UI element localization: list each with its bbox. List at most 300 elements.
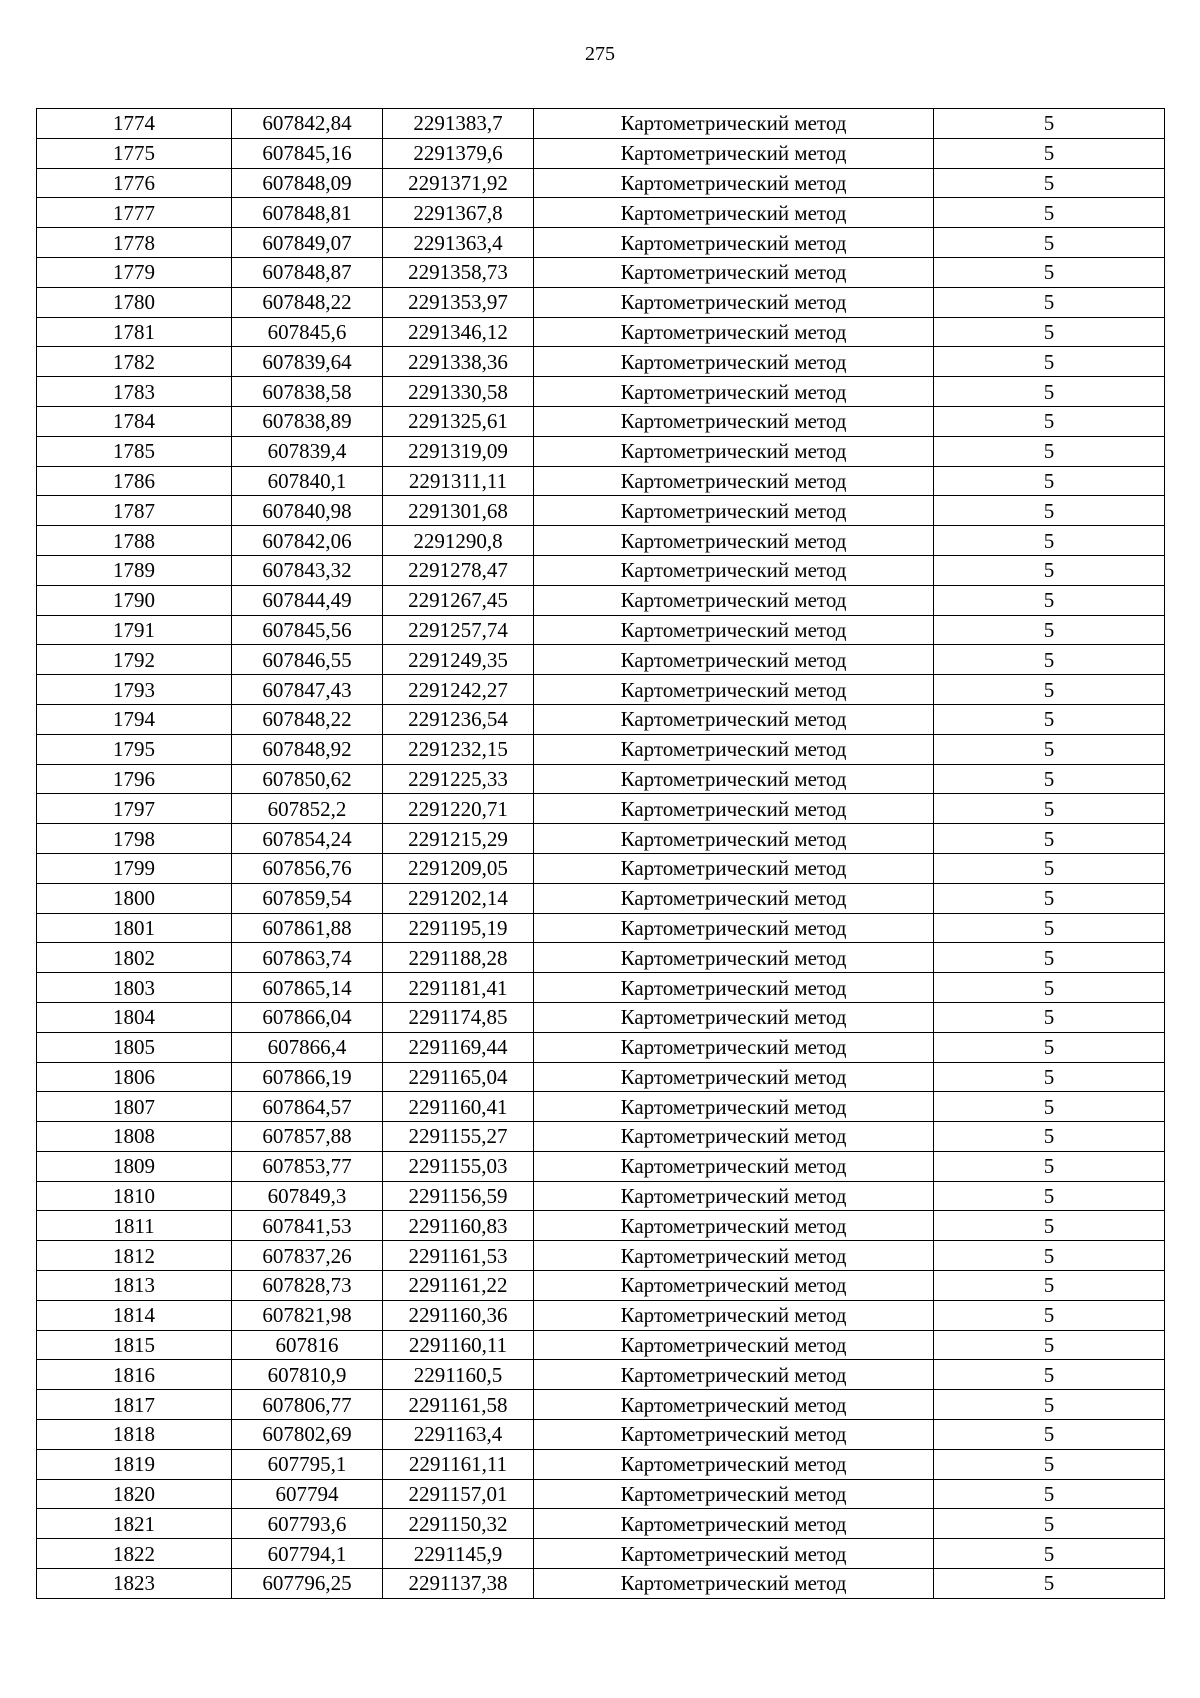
table-row [37, 943, 1165, 973]
y-coordinate-cell: 2291188,28 [383, 943, 534, 973]
point-number-cell: 1813 [37, 1271, 232, 1301]
accuracy-cell: 5 [934, 1360, 1165, 1390]
table-row [37, 406, 1165, 436]
point-number-cell: 1805 [37, 1032, 232, 1062]
y-coordinate-cell: 2291174,85 [383, 1002, 534, 1032]
y-coordinate-cell: 2291181,41 [383, 973, 534, 1003]
y-coordinate-cell: 2291161,53 [383, 1241, 534, 1271]
accuracy-cell: 5 [934, 853, 1165, 883]
accuracy-cell: 5 [934, 1002, 1165, 1032]
y-coordinate-cell: 2291137,38 [383, 1569, 534, 1599]
table-row [37, 675, 1165, 705]
method-cell: Картометрический метод [534, 1360, 934, 1390]
x-coordinate-cell: 607848,81 [232, 198, 383, 228]
table-row [37, 883, 1165, 913]
y-coordinate-cell: 2291379,6 [383, 138, 534, 168]
y-coordinate-cell: 2291160,5 [383, 1360, 534, 1390]
x-coordinate-cell: 607839,4 [232, 436, 383, 466]
x-coordinate-cell: 607845,16 [232, 138, 383, 168]
point-number-cell: 1783 [37, 377, 232, 407]
y-coordinate-cell: 2291220,71 [383, 794, 534, 824]
table-row [37, 1032, 1165, 1062]
x-coordinate-cell: 607816 [232, 1330, 383, 1360]
x-coordinate-cell: 607849,07 [232, 228, 383, 258]
accuracy-cell: 5 [934, 317, 1165, 347]
y-coordinate-cell: 2291232,15 [383, 734, 534, 764]
table-row [37, 1122, 1165, 1152]
y-coordinate-cell: 2291267,45 [383, 585, 534, 615]
accuracy-cell: 5 [934, 347, 1165, 377]
x-coordinate-cell: 607848,92 [232, 734, 383, 764]
point-number-cell: 1820 [37, 1479, 232, 1509]
point-number-cell: 1786 [37, 466, 232, 496]
method-cell: Картометрический метод [534, 1539, 934, 1569]
table-row [37, 526, 1165, 556]
accuracy-cell: 5 [934, 228, 1165, 258]
point-number-cell: 1785 [37, 436, 232, 466]
accuracy-cell: 5 [934, 109, 1165, 139]
table-row [37, 704, 1165, 734]
y-coordinate-cell: 2291160,83 [383, 1211, 534, 1241]
method-cell: Картометрический метод [534, 853, 934, 883]
x-coordinate-cell: 607837,26 [232, 1241, 383, 1271]
accuracy-cell: 5 [934, 585, 1165, 615]
x-coordinate-cell: 607849,3 [232, 1181, 383, 1211]
x-coordinate-cell: 607842,06 [232, 526, 383, 556]
accuracy-cell: 5 [934, 198, 1165, 228]
table-row [37, 1330, 1165, 1360]
x-coordinate-cell: 607865,14 [232, 973, 383, 1003]
method-cell: Картометрический метод [534, 1211, 934, 1241]
point-number-cell: 1803 [37, 973, 232, 1003]
point-number-cell: 1814 [37, 1300, 232, 1330]
table-row [37, 1002, 1165, 1032]
table-row [37, 109, 1165, 139]
y-coordinate-cell: 2291242,27 [383, 675, 534, 705]
method-cell: Картометрический метод [534, 734, 934, 764]
y-coordinate-cell: 2291160,41 [383, 1092, 534, 1122]
point-number-cell: 1774 [37, 109, 232, 139]
y-coordinate-cell: 2291195,19 [383, 913, 534, 943]
table-row [37, 347, 1165, 377]
table-row [37, 1360, 1165, 1390]
y-coordinate-cell: 2291160,36 [383, 1300, 534, 1330]
accuracy-cell: 5 [934, 138, 1165, 168]
point-number-cell: 1804 [37, 1002, 232, 1032]
y-coordinate-cell: 2291215,29 [383, 824, 534, 854]
y-coordinate-cell: 2291358,73 [383, 257, 534, 287]
method-cell: Картометрический метод [534, 1300, 934, 1330]
method-cell: Картометрический метод [534, 1509, 934, 1539]
accuracy-cell: 5 [934, 794, 1165, 824]
x-coordinate-cell: 607856,76 [232, 853, 383, 883]
method-cell: Картометрический метод [534, 168, 934, 198]
accuracy-cell: 5 [934, 168, 1165, 198]
y-coordinate-cell: 2291155,03 [383, 1151, 534, 1181]
method-cell: Картометрический метод [534, 1479, 934, 1509]
x-coordinate-cell: 607794 [232, 1479, 383, 1509]
point-number-cell: 1780 [37, 287, 232, 317]
accuracy-cell: 5 [934, 436, 1165, 466]
y-coordinate-cell: 2291161,22 [383, 1271, 534, 1301]
x-coordinate-cell: 607854,24 [232, 824, 383, 854]
table-row [37, 824, 1165, 854]
y-coordinate-cell: 2291160,11 [383, 1330, 534, 1360]
method-cell: Картометрический метод [534, 1390, 934, 1420]
x-coordinate-cell: 607864,57 [232, 1092, 383, 1122]
point-number-cell: 1801 [37, 913, 232, 943]
table-row [37, 257, 1165, 287]
coordinates-table [36, 108, 1165, 1599]
point-number-cell: 1807 [37, 1092, 232, 1122]
x-coordinate-cell: 607793,6 [232, 1509, 383, 1539]
point-number-cell: 1790 [37, 585, 232, 615]
x-coordinate-cell: 607802,69 [232, 1420, 383, 1450]
y-coordinate-cell: 2291161,11 [383, 1449, 534, 1479]
table-row [37, 377, 1165, 407]
point-number-cell: 1781 [37, 317, 232, 347]
method-cell: Картометрический метод [534, 1092, 934, 1122]
x-coordinate-cell: 607828,73 [232, 1271, 383, 1301]
table-row [37, 645, 1165, 675]
x-coordinate-cell: 607846,55 [232, 645, 383, 675]
accuracy-cell: 5 [934, 1449, 1165, 1479]
x-coordinate-cell: 607795,1 [232, 1449, 383, 1479]
y-coordinate-cell: 2291155,27 [383, 1122, 534, 1152]
method-cell: Картометрический метод [534, 466, 934, 496]
method-cell: Картометрический метод [534, 1062, 934, 1092]
method-cell: Картометрический метод [534, 406, 934, 436]
table-row [37, 436, 1165, 466]
table-row [37, 764, 1165, 794]
point-number-cell: 1818 [37, 1420, 232, 1450]
table-row [37, 138, 1165, 168]
point-number-cell: 1775 [37, 138, 232, 168]
method-cell: Картометрический метод [534, 1330, 934, 1360]
method-cell: Картометрический метод [534, 1181, 934, 1211]
accuracy-cell: 5 [934, 883, 1165, 913]
method-cell: Картометрический метод [534, 764, 934, 794]
method-cell: Картометрический метод [534, 317, 934, 347]
accuracy-cell: 5 [934, 1300, 1165, 1330]
accuracy-cell: 5 [934, 377, 1165, 407]
table-row [37, 973, 1165, 1003]
accuracy-cell: 5 [934, 615, 1165, 645]
y-coordinate-cell: 2291353,97 [383, 287, 534, 317]
point-number-cell: 1809 [37, 1151, 232, 1181]
point-number-cell: 1811 [37, 1211, 232, 1241]
table-row [37, 615, 1165, 645]
y-coordinate-cell: 2291163,4 [383, 1420, 534, 1450]
y-coordinate-cell: 2291169,44 [383, 1032, 534, 1062]
accuracy-cell: 5 [934, 734, 1165, 764]
method-cell: Картометрический метод [534, 675, 934, 705]
accuracy-cell: 5 [934, 973, 1165, 1003]
point-number-cell: 1784 [37, 406, 232, 436]
method-cell: Картометрический метод [534, 794, 934, 824]
method-cell: Картометрический метод [534, 645, 934, 675]
point-number-cell: 1779 [37, 257, 232, 287]
table-row [37, 1092, 1165, 1122]
x-coordinate-cell: 607838,89 [232, 406, 383, 436]
table-row [37, 1569, 1165, 1599]
point-number-cell: 1816 [37, 1360, 232, 1390]
table-row [37, 555, 1165, 585]
y-coordinate-cell: 2291325,61 [383, 406, 534, 436]
point-number-cell: 1776 [37, 168, 232, 198]
y-coordinate-cell: 2291371,92 [383, 168, 534, 198]
table-row [37, 1479, 1165, 1509]
method-cell: Картометрический метод [534, 257, 934, 287]
table-row [37, 1390, 1165, 1420]
table-row [37, 496, 1165, 526]
table-row [37, 168, 1165, 198]
y-coordinate-cell: 2291290,8 [383, 526, 534, 556]
method-cell: Картометрический метод [534, 913, 934, 943]
point-number-cell: 1782 [37, 347, 232, 377]
accuracy-cell: 5 [934, 1062, 1165, 1092]
method-cell: Картометрический метод [534, 615, 934, 645]
table-row [37, 198, 1165, 228]
point-number-cell: 1792 [37, 645, 232, 675]
y-coordinate-cell: 2291202,14 [383, 883, 534, 913]
x-coordinate-cell: 607810,9 [232, 1360, 383, 1390]
point-number-cell: 1800 [37, 883, 232, 913]
y-coordinate-cell: 2291330,58 [383, 377, 534, 407]
accuracy-cell: 5 [934, 1151, 1165, 1181]
point-number-cell: 1802 [37, 943, 232, 973]
method-cell: Картометрический метод [534, 555, 934, 585]
method-cell: Картометрический метод [534, 287, 934, 317]
x-coordinate-cell: 607852,2 [232, 794, 383, 824]
y-coordinate-cell: 2291150,32 [383, 1509, 534, 1539]
table-row [37, 794, 1165, 824]
point-number-cell: 1778 [37, 228, 232, 258]
accuracy-cell: 5 [934, 1092, 1165, 1122]
point-number-cell: 1789 [37, 555, 232, 585]
coordinates-table-body [37, 109, 1165, 1599]
method-cell: Картометрический метод [534, 1032, 934, 1062]
table-row [37, 1420, 1165, 1450]
table-row [37, 913, 1165, 943]
x-coordinate-cell: 607848,09 [232, 168, 383, 198]
x-coordinate-cell: 607841,53 [232, 1211, 383, 1241]
y-coordinate-cell: 2291145,9 [383, 1539, 534, 1569]
y-coordinate-cell: 2291249,35 [383, 645, 534, 675]
page-number: 275 [585, 43, 615, 65]
point-number-cell: 1808 [37, 1122, 232, 1152]
table-row [37, 1539, 1165, 1569]
accuracy-cell: 5 [934, 1241, 1165, 1271]
accuracy-cell: 5 [934, 704, 1165, 734]
y-coordinate-cell: 2291165,04 [383, 1062, 534, 1092]
table-row [37, 1211, 1165, 1241]
accuracy-cell: 5 [934, 496, 1165, 526]
x-coordinate-cell: 607838,58 [232, 377, 383, 407]
method-cell: Картометрический метод [534, 1449, 934, 1479]
table-row [37, 1271, 1165, 1301]
x-coordinate-cell: 607843,32 [232, 555, 383, 585]
table-row [37, 1241, 1165, 1271]
accuracy-cell: 5 [934, 1479, 1165, 1509]
x-coordinate-cell: 607866,04 [232, 1002, 383, 1032]
accuracy-cell: 5 [934, 257, 1165, 287]
method-cell: Картометрический метод [534, 943, 934, 973]
point-number-cell: 1817 [37, 1390, 232, 1420]
x-coordinate-cell: 607866,4 [232, 1032, 383, 1062]
y-coordinate-cell: 2291311,11 [383, 466, 534, 496]
y-coordinate-cell: 2291319,09 [383, 436, 534, 466]
point-number-cell: 1806 [37, 1062, 232, 1092]
x-coordinate-cell: 607794,1 [232, 1539, 383, 1569]
x-coordinate-cell: 607861,88 [232, 913, 383, 943]
x-coordinate-cell: 607848,22 [232, 704, 383, 734]
point-number-cell: 1796 [37, 764, 232, 794]
method-cell: Картометрический метод [534, 109, 934, 139]
accuracy-cell: 5 [934, 675, 1165, 705]
x-coordinate-cell: 607857,88 [232, 1122, 383, 1152]
accuracy-cell: 5 [934, 1122, 1165, 1152]
x-coordinate-cell: 607796,25 [232, 1569, 383, 1599]
x-coordinate-cell: 607848,87 [232, 257, 383, 287]
accuracy-cell: 5 [934, 1211, 1165, 1241]
x-coordinate-cell: 607842,84 [232, 109, 383, 139]
accuracy-cell: 5 [934, 1539, 1165, 1569]
table-row [37, 1062, 1165, 1092]
y-coordinate-cell: 2291278,47 [383, 555, 534, 585]
point-number-cell: 1823 [37, 1569, 232, 1599]
method-cell: Картометрический метод [534, 883, 934, 913]
table-row [37, 1449, 1165, 1479]
method-cell: Картометрический метод [534, 1122, 934, 1152]
accuracy-cell: 5 [934, 1420, 1165, 1450]
x-coordinate-cell: 607863,74 [232, 943, 383, 973]
method-cell: Картометрический метод [534, 1569, 934, 1599]
method-cell: Картометрический метод [534, 377, 934, 407]
point-number-cell: 1810 [37, 1181, 232, 1211]
table-row [37, 734, 1165, 764]
x-coordinate-cell: 607840,98 [232, 496, 383, 526]
method-cell: Картометрический метод [534, 1002, 934, 1032]
table-row [37, 1181, 1165, 1211]
point-number-cell: 1795 [37, 734, 232, 764]
point-number-cell: 1791 [37, 615, 232, 645]
y-coordinate-cell: 2291383,7 [383, 109, 534, 139]
accuracy-cell: 5 [934, 913, 1165, 943]
x-coordinate-cell: 607847,43 [232, 675, 383, 705]
accuracy-cell: 5 [934, 1271, 1165, 1301]
point-number-cell: 1788 [37, 526, 232, 556]
x-coordinate-cell: 607840,1 [232, 466, 383, 496]
point-number-cell: 1777 [37, 198, 232, 228]
method-cell: Картометрический метод [534, 496, 934, 526]
point-number-cell: 1797 [37, 794, 232, 824]
point-number-cell: 1798 [37, 824, 232, 854]
accuracy-cell: 5 [934, 1330, 1165, 1360]
point-number-cell: 1794 [37, 704, 232, 734]
y-coordinate-cell: 2291161,58 [383, 1390, 534, 1420]
method-cell: Картометрический метод [534, 138, 934, 168]
accuracy-cell: 5 [934, 1390, 1165, 1420]
x-coordinate-cell: 607844,49 [232, 585, 383, 615]
accuracy-cell: 5 [934, 1032, 1165, 1062]
y-coordinate-cell: 2291363,4 [383, 228, 534, 258]
method-cell: Картометрический метод [534, 347, 934, 377]
table-row [37, 466, 1165, 496]
accuracy-cell: 5 [934, 824, 1165, 854]
y-coordinate-cell: 2291156,59 [383, 1181, 534, 1211]
x-coordinate-cell: 607848,22 [232, 287, 383, 317]
x-coordinate-cell: 607866,19 [232, 1062, 383, 1092]
table-row [37, 1300, 1165, 1330]
table-row [37, 287, 1165, 317]
accuracy-cell: 5 [934, 287, 1165, 317]
x-coordinate-cell: 607806,77 [232, 1390, 383, 1420]
accuracy-cell: 5 [934, 943, 1165, 973]
point-number-cell: 1812 [37, 1241, 232, 1271]
method-cell: Картометрический метод [534, 824, 934, 854]
method-cell: Картометрический метод [534, 1420, 934, 1450]
x-coordinate-cell: 607853,77 [232, 1151, 383, 1181]
y-coordinate-cell: 2291346,12 [383, 317, 534, 347]
point-number-cell: 1787 [37, 496, 232, 526]
accuracy-cell: 5 [934, 645, 1165, 675]
table-row [37, 585, 1165, 615]
y-coordinate-cell: 2291367,8 [383, 198, 534, 228]
accuracy-cell: 5 [934, 1509, 1165, 1539]
x-coordinate-cell: 607845,6 [232, 317, 383, 347]
accuracy-cell: 5 [934, 1181, 1165, 1211]
accuracy-cell: 5 [934, 764, 1165, 794]
point-number-cell: 1822 [37, 1539, 232, 1569]
y-coordinate-cell: 2291301,68 [383, 496, 534, 526]
method-cell: Картометрический метод [534, 585, 934, 615]
x-coordinate-cell: 607845,56 [232, 615, 383, 645]
method-cell: Картометрический метод [534, 1151, 934, 1181]
point-number-cell: 1799 [37, 853, 232, 883]
method-cell: Картометрический метод [534, 436, 934, 466]
table-row [37, 228, 1165, 258]
point-number-cell: 1815 [37, 1330, 232, 1360]
point-number-cell: 1793 [37, 675, 232, 705]
y-coordinate-cell: 2291338,36 [383, 347, 534, 377]
y-coordinate-cell: 2291157,01 [383, 1479, 534, 1509]
method-cell: Картометрический метод [534, 1241, 934, 1271]
method-cell: Картометрический метод [534, 228, 934, 258]
x-coordinate-cell: 607821,98 [232, 1300, 383, 1330]
accuracy-cell: 5 [934, 406, 1165, 436]
method-cell: Картометрический метод [534, 973, 934, 1003]
method-cell: Картометрический метод [534, 198, 934, 228]
y-coordinate-cell: 2291209,05 [383, 853, 534, 883]
method-cell: Картометрический метод [534, 526, 934, 556]
table-row [37, 1509, 1165, 1539]
accuracy-cell: 5 [934, 466, 1165, 496]
point-number-cell: 1821 [37, 1509, 232, 1539]
y-coordinate-cell: 2291236,54 [383, 704, 534, 734]
method-cell: Картометрический метод [534, 1271, 934, 1301]
y-coordinate-cell: 2291225,33 [383, 764, 534, 794]
table-row [37, 853, 1165, 883]
x-coordinate-cell: 607850,62 [232, 764, 383, 794]
y-coordinate-cell: 2291257,74 [383, 615, 534, 645]
method-cell: Картометрический метод [534, 704, 934, 734]
accuracy-cell: 5 [934, 526, 1165, 556]
accuracy-cell: 5 [934, 555, 1165, 585]
table-row [37, 1151, 1165, 1181]
accuracy-cell: 5 [934, 1569, 1165, 1599]
x-coordinate-cell: 607859,54 [232, 883, 383, 913]
